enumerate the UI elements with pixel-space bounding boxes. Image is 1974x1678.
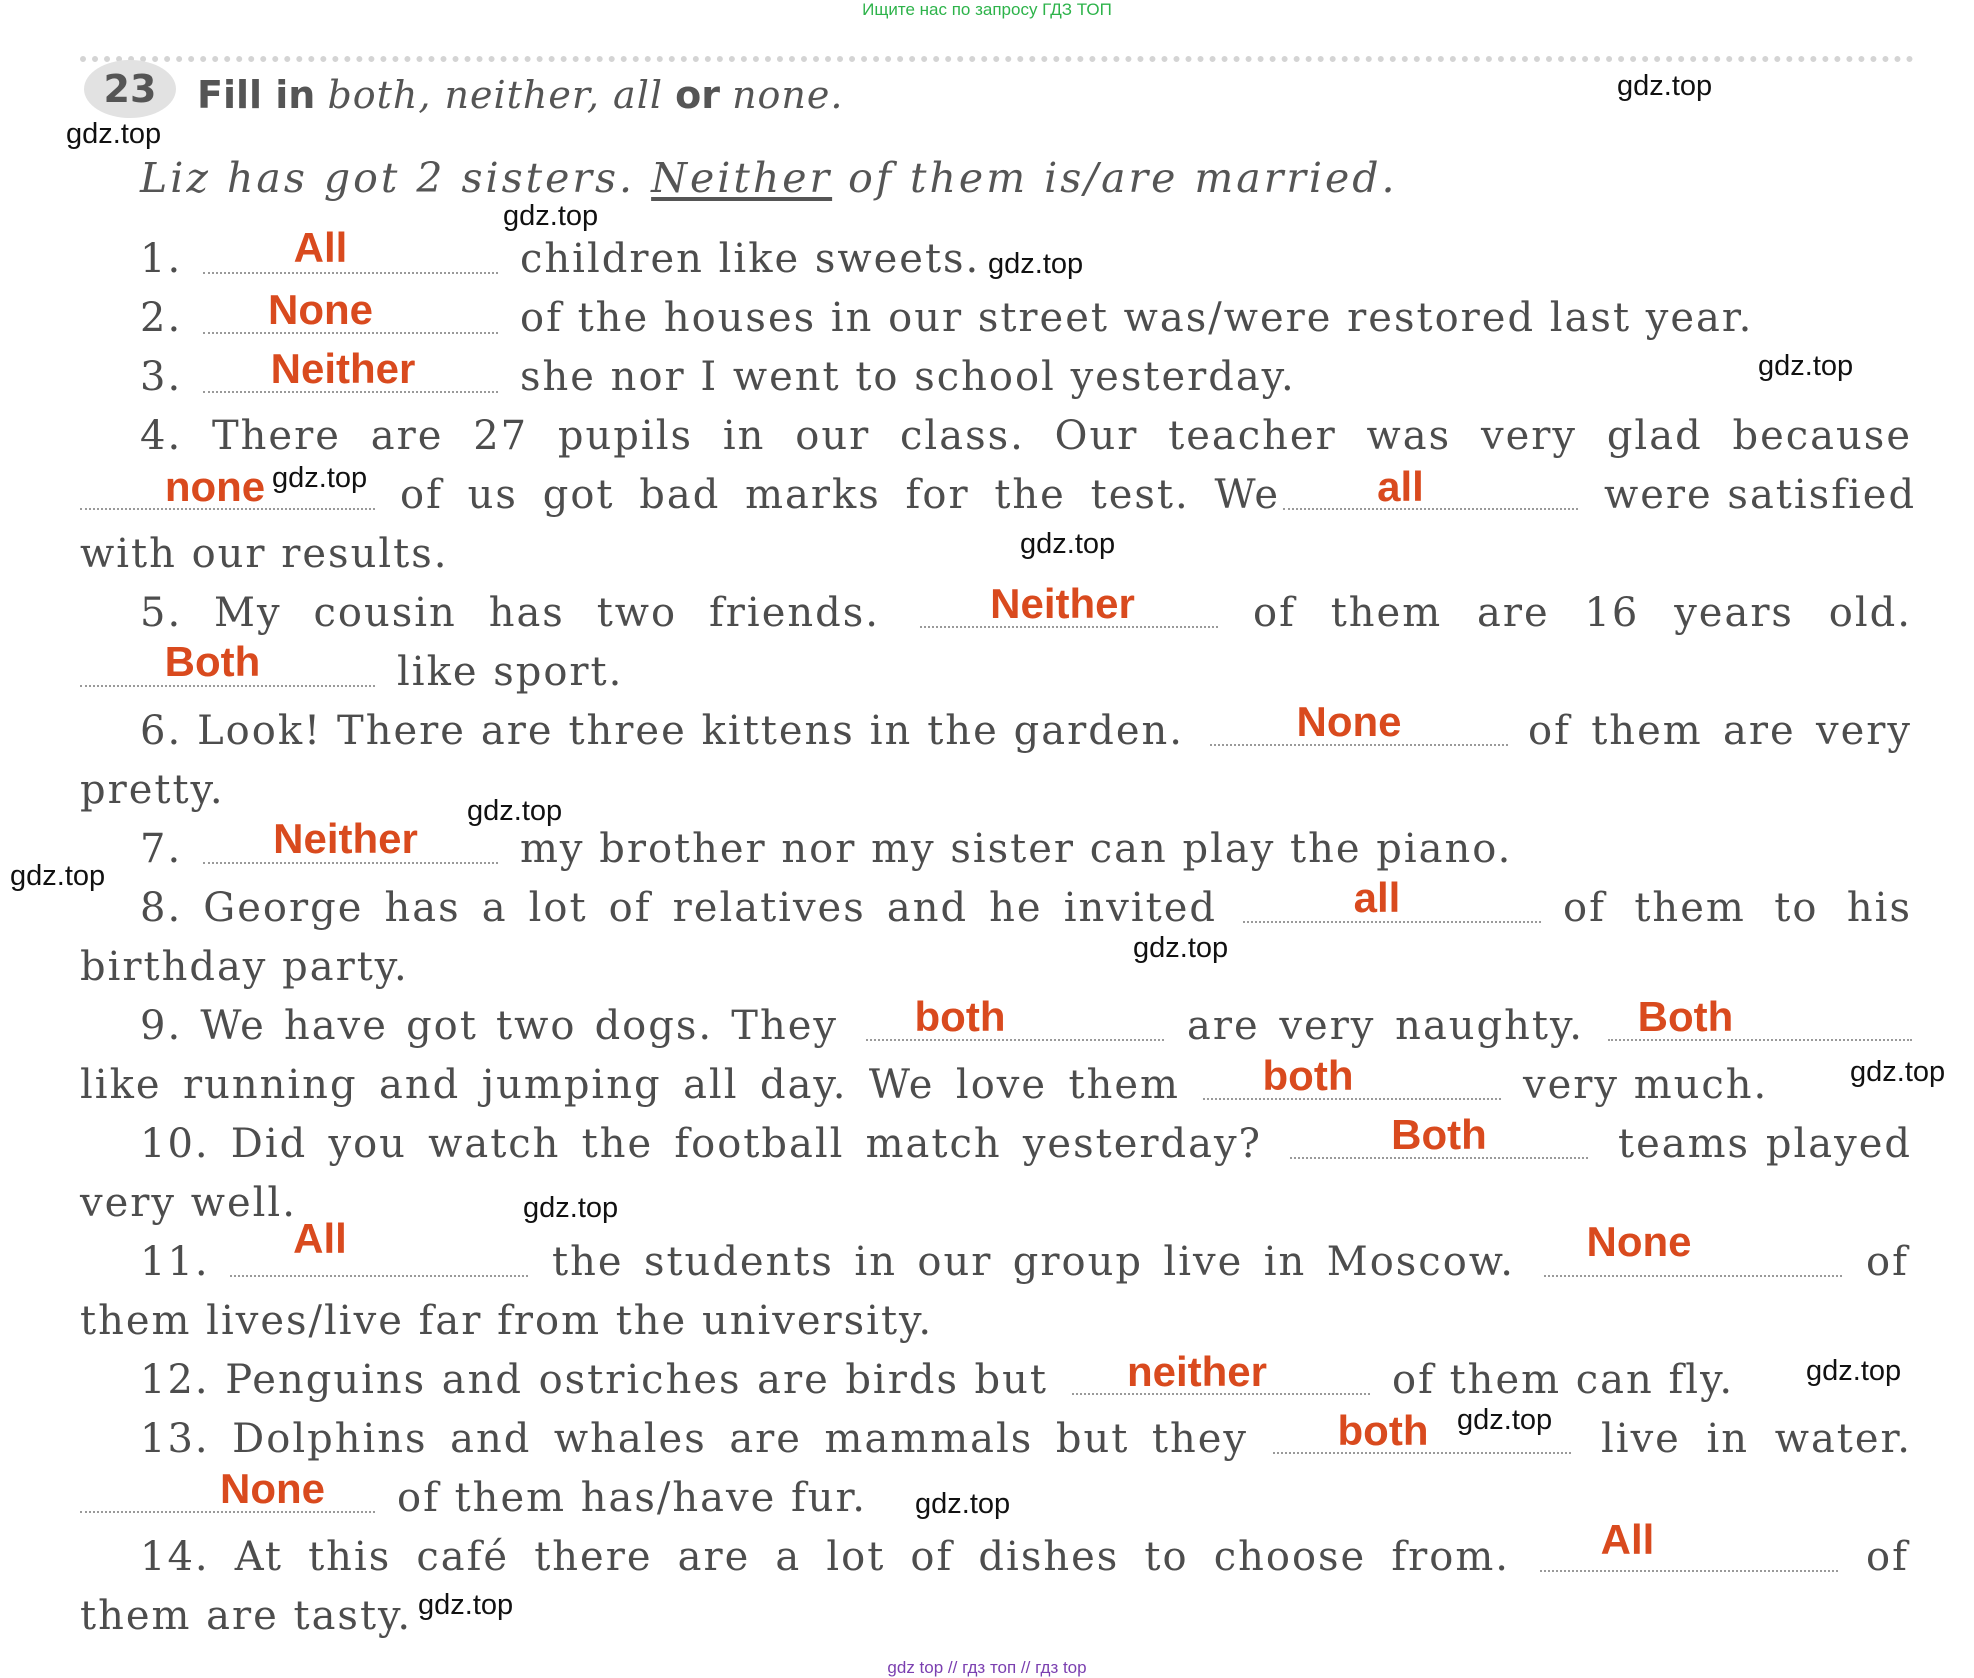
item-2-answer: None [268, 286, 373, 333]
top-banner[interactable]: Ищите нас по запросу ГДЗ ТОП [862, 0, 1112, 19]
item-5-answer-a: Neither [990, 580, 1135, 627]
item-11-line-1-end: of [1866, 1239, 1909, 1285]
item-10-line-2: very well. [80, 1180, 297, 1226]
item-9-line-1-mid: are very naughty. [1187, 1003, 1584, 1049]
item-4-line-2-end: were satisfied [1604, 472, 1917, 518]
item-7-answer: Neither [273, 815, 418, 862]
watermark: gdz.top [1133, 932, 1229, 964]
item-13-line-2: of them has/have fur. [397, 1475, 867, 1521]
watermark: gdz.top [988, 248, 1084, 280]
example-before: Liz has got 2 sisters. [140, 154, 636, 202]
item-8-line-1-end: of them to his [1563, 885, 1912, 931]
item-5-line-1-end: of them are 16 years old. [1253, 590, 1912, 636]
watermark: gdz.top [1758, 350, 1854, 382]
item-2-text: of the houses in our street was/were restored last year. [520, 295, 1754, 341]
item-11-line-1-mid: the students in our group live in Moscow. [552, 1239, 1515, 1285]
item-1-text: children like sweets. [520, 236, 981, 282]
item-4-line-3: with our results. [80, 531, 449, 577]
item-12-answer: neither [1126, 1348, 1268, 1395]
item-1-blank[interactable] [203, 272, 498, 274]
item-8-line-1-start: 8. George has a lot of relatives and he invited [140, 885, 1217, 931]
item-9-answer-a: both [914, 993, 1006, 1040]
instruction-verb: Fill in [197, 73, 316, 117]
watermark: gdz.top [418, 1589, 514, 1621]
watermark: gdz.top [503, 200, 599, 232]
item-9-answer-c: both [1262, 1052, 1354, 1099]
item-7-number: 7. [140, 826, 183, 872]
watermark: gdz.top [467, 795, 563, 827]
item-9-line-2-end: very much. [1523, 1062, 1769, 1108]
exercise-instruction [197, 73, 843, 117]
item-9-answer-b: Both [1637, 993, 1734, 1040]
watermark: gdz.top [1617, 70, 1713, 102]
item-14-line-2: them are tasty. [80, 1593, 413, 1639]
item-13-line-1-start: 13. Dolphins and whales are mammals but they [140, 1416, 1248, 1462]
item-10-line-1-end: teams played [1618, 1121, 1912, 1167]
instruction-words: both, neither, all [327, 73, 664, 117]
watermark: gdz.top [915, 1488, 1011, 1520]
item-2-number: 2. [140, 295, 183, 341]
watermark: gdz.top [523, 1192, 619, 1224]
instruction-last: none. [732, 73, 844, 117]
item-11-number: 11. [140, 1239, 210, 1285]
example-sentence [140, 154, 1398, 202]
item-6-line-1-start: 6. Look! There are three kittens in the garden. [140, 708, 1184, 754]
item-13-line-1-end: live in water. [1601, 1416, 1912, 1462]
item-1-number: 1. [140, 236, 183, 282]
item-12-text-end: of them can fly. [1392, 1357, 1735, 1403]
item-13-answer-b: None [220, 1465, 325, 1512]
item-3-number: 3. [140, 354, 183, 400]
watermark: gdz.top [66, 118, 162, 150]
item-1-answer: All [293, 224, 348, 271]
item-6-line-2: pretty. [80, 767, 225, 813]
item-5-answer-b: Both [164, 638, 261, 685]
item-10-line-1-start: 10. Did you watch the football match yesterday? [140, 1121, 1262, 1167]
item-9-line-1-start: 9. We have got two dogs. They [140, 1003, 838, 1049]
item-11-line-2: them lives/live far from the university. [80, 1298, 934, 1344]
item-8-line-2: birthday party. [80, 944, 409, 990]
item-14-answer: All [1600, 1516, 1655, 1563]
item-14-line-1-start: 14. At this café there are a lot of dishes to choose from. [140, 1534, 1510, 1580]
item-4-answer-a: none [164, 463, 266, 510]
item-9-line-2-start: like running and jumping all day. We love them [80, 1062, 1180, 1108]
exercise-number: 23 [84, 60, 176, 118]
item-5-line-1-start: 5. My cousin has two friends. [140, 590, 880, 636]
instruction-or: or [675, 73, 720, 117]
watermark: gdz.top [1457, 1404, 1553, 1436]
item-14-blank[interactable] [1540, 1570, 1838, 1572]
watermark: gdz.top [1020, 528, 1116, 560]
item-14-line-1-end: of [1866, 1534, 1909, 1580]
item-4-line-1: 4. There are 27 pupils in our class. Our teacher was very glad because [140, 413, 1912, 459]
item-4-line-2-mid: of us got bad marks for the test. We [400, 472, 1280, 518]
item-11-blank-a[interactable] [230, 1275, 528, 1277]
item-11-answer-a: All [293, 1215, 347, 1262]
item-12-text-start: 12. Penguins and ostriches are birds but [140, 1357, 1048, 1403]
example-after: of them is/are married. [848, 154, 1398, 202]
item-5-line-2: like sport. [397, 649, 624, 695]
item-6-line-1-end: of them are very [1528, 708, 1912, 754]
item-7-text: my brother nor my sister can play the piano. [520, 826, 1513, 872]
watermark: gdz.top [272, 462, 368, 494]
footer-links[interactable]: gdz top // гдз топ // гдз top [887, 1658, 1087, 1677]
watermark: gdz.top [10, 860, 106, 892]
example-underlined-word: Neither [651, 154, 833, 202]
watermark: gdz.top [1850, 1056, 1946, 1088]
watermark: gdz.top [1806, 1355, 1902, 1387]
item-11-answer-b: None [1586, 1218, 1692, 1265]
item-10-answer: Both [1391, 1111, 1487, 1158]
item-3-answer: Neither [270, 345, 416, 392]
item-11-blank-b[interactable] [1544, 1275, 1842, 1277]
item-3-text: she nor I went to school yesterday. [520, 354, 1296, 400]
item-8-answer: all [1353, 874, 1401, 921]
item-4-answer-b: all [1377, 463, 1424, 510]
item-13-answer-a: both [1337, 1407, 1429, 1454]
header-divider [80, 56, 1914, 62]
item-6-answer: None [1296, 698, 1402, 745]
